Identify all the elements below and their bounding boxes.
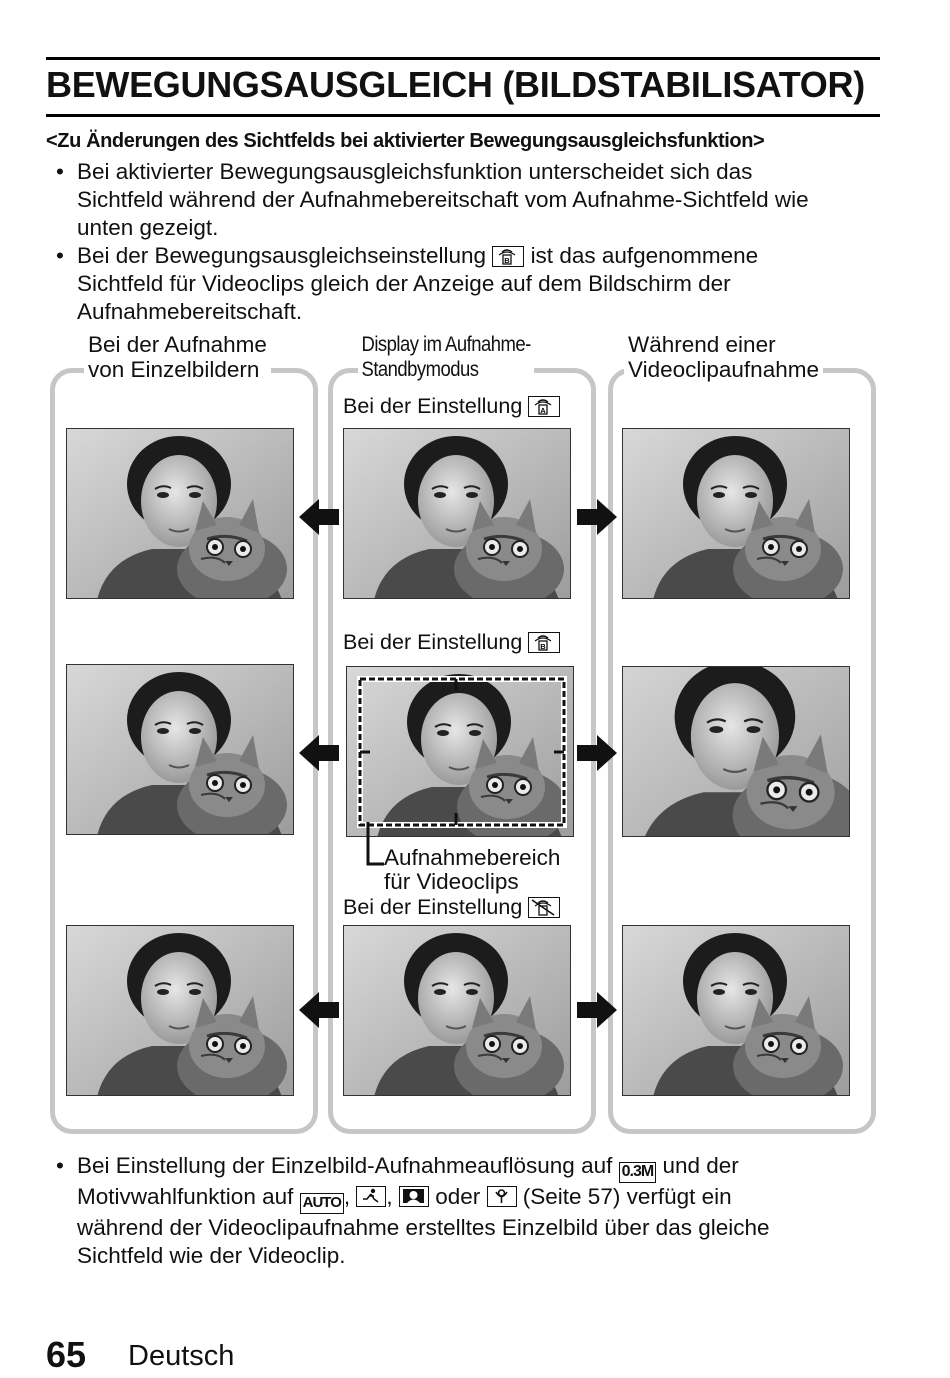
bullet-line: Sichtfeld für Videoclips gleich der Anzeige auf dem Bildschirm der: [77, 271, 731, 296]
bullet-line-text: (Seite 57) verfügt ein: [522, 1184, 732, 1209]
stabilizer-b-icon: [492, 246, 524, 267]
photo-standby-a: [343, 428, 571, 599]
bullet-line: während der Videoclipaufnahme erstelltes Einzelbild über das gleiche: [77, 1215, 770, 1240]
photo-still-off: [66, 925, 294, 1096]
callout-line: Aufnahmebereich: [384, 845, 561, 870]
bullet-line-text: oder: [435, 1184, 481, 1209]
photo-still-b: [66, 664, 294, 835]
bullet-text: [77, 158, 809, 242]
photo-video-off: [622, 925, 850, 1096]
arrow-left-icon: [297, 495, 341, 539]
bullet-line: Sichtfeld wie der Videoclip.: [77, 1243, 346, 1268]
bullet-text: [77, 1152, 770, 1270]
sports-mode-icon: [356, 1186, 386, 1207]
flower-mode-icon: [487, 1186, 517, 1207]
arrow-left-icon: [297, 731, 341, 775]
footer-language: Deutsch: [128, 1340, 235, 1372]
stabilizer-a-icon: [528, 396, 560, 417]
setting-label-off: [343, 895, 560, 920]
photo-video-a: [622, 428, 850, 599]
separator: ,: [343, 1184, 351, 1209]
svg-text:B: B: [504, 256, 511, 265]
top-rule: [46, 57, 880, 60]
setting-text: Bei der Einstellung: [343, 394, 523, 418]
page-number: 65: [46, 1334, 87, 1375]
callout-line: für Videoclips: [384, 869, 519, 894]
bullet-line: [77, 242, 758, 270]
bullet-line: Aufnahmebereitschaft.: [77, 299, 303, 324]
separator: ,: [386, 1184, 393, 1209]
bullet-line-text: Motivwahlfunktion auf: [77, 1184, 294, 1209]
svg-text:B: B: [540, 642, 546, 651]
stabilizer-b-icon: [528, 632, 560, 653]
bullet-line-text: Bei Einstellung der Einzelbild-Aufnahmeauflösung auf: [77, 1153, 613, 1178]
bullet-dot: •: [56, 159, 64, 184]
video-area-frame: [354, 675, 570, 831]
setting-text: Bei der Einstellung: [343, 895, 523, 919]
photo-still-a: [66, 428, 294, 599]
setting-label-a: [343, 394, 560, 419]
portrait-mode-icon: [399, 1186, 429, 1207]
resolution-icon: 0.3M: [619, 1162, 657, 1183]
column-label-line: von Einzelbildern: [88, 357, 260, 382]
bullet-line: [77, 1152, 770, 1183]
photo-standby-off: [343, 925, 571, 1096]
auto-mode-icon: AUTO: [300, 1193, 344, 1214]
bullet-dot: •: [56, 243, 64, 268]
bullet-text: [77, 242, 758, 326]
column-label-still: [84, 332, 271, 382]
setting-text: Bei der Einstellung: [343, 630, 523, 654]
bullet-dot: •: [56, 1153, 64, 1178]
setting-label-b: [343, 630, 560, 655]
column-label-line: Während einer: [628, 332, 776, 357]
svg-text:A: A: [540, 406, 546, 415]
bullet-line: Bei aktivierter Bewegungsausgleichsfunktion unterscheidet sich das: [77, 159, 753, 184]
arrow-right-icon: [575, 495, 619, 539]
column-label-line: Videoclipaufnahme: [628, 357, 819, 382]
bullet-line-text: ist das aufgenommene: [530, 243, 759, 268]
stabilizer-off-icon: [528, 897, 560, 918]
arrow-right-icon: [575, 988, 619, 1032]
section-subheading: <Zu Änderungen des Sichtfelds bei aktivierter Bewegungsausgleichsfunktion>: [46, 130, 765, 152]
bullet-line: Sichtfeld während der Aufnahmebereitschaft vom Aufnahme-Sichtfeld wie: [77, 187, 809, 212]
column-label-line: Display im Aufnahme-: [361, 333, 531, 356]
callout-label: [384, 846, 560, 894]
column-label-line: Bei der Aufnahme: [88, 332, 267, 357]
photo-video-b: [622, 666, 850, 837]
column-label-video: [624, 332, 823, 382]
bullet-line: [77, 1183, 770, 1214]
column-label-line: Standbymodus: [361, 358, 479, 381]
arrow-left-icon: [297, 988, 341, 1032]
page-title: BEWEGUNGSAUSGLEICH (BILDSTABILISATOR): [46, 64, 865, 105]
bullet-line-text: Bei der Bewegungsausgleichseinstellung: [77, 243, 487, 268]
title-underline: [46, 114, 880, 117]
bullet-line: unten gezeigt.: [77, 215, 219, 240]
arrow-right-icon: [575, 731, 619, 775]
bullet-line-text: und der: [662, 1153, 739, 1178]
column-label-standby: [358, 332, 534, 382]
